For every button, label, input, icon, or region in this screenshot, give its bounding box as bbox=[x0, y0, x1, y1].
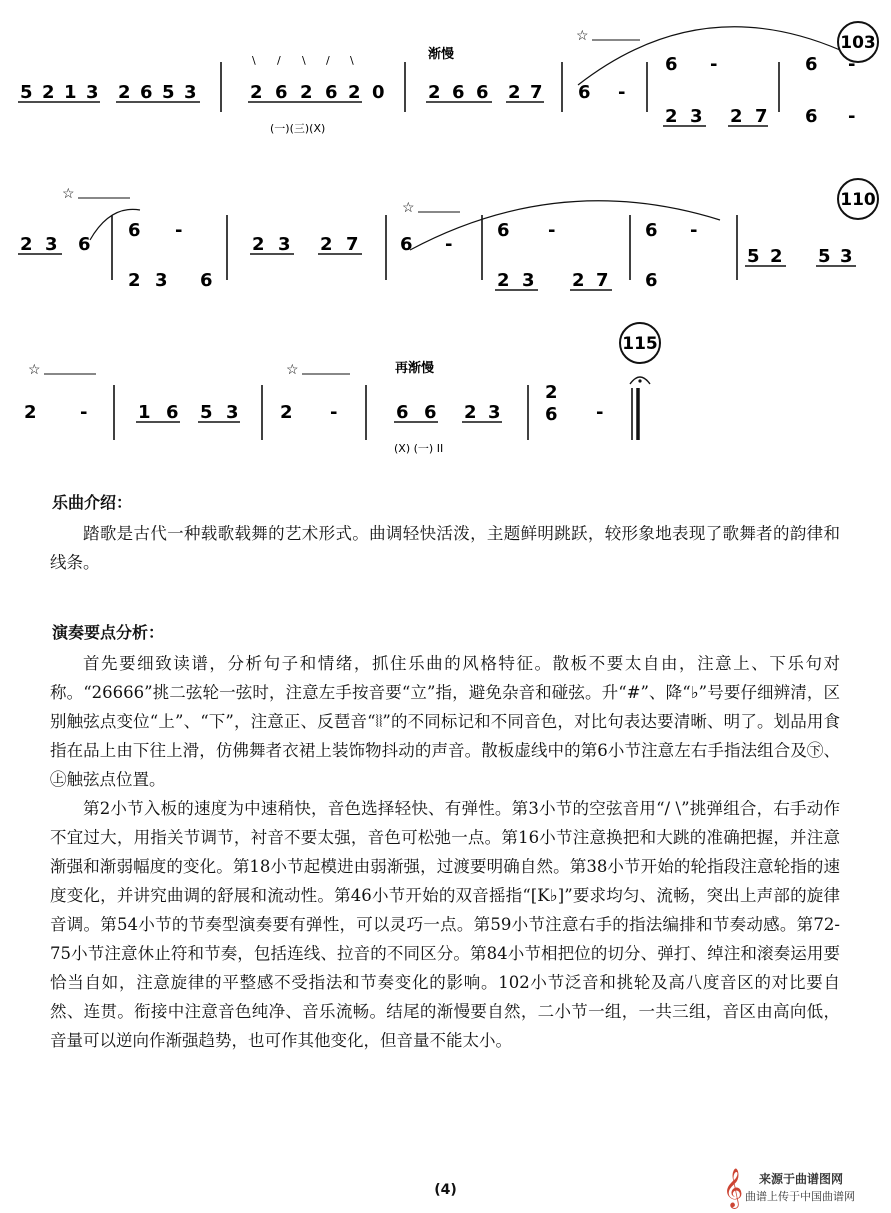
svg-text:3: 3 bbox=[488, 402, 501, 423]
svg-text:-: - bbox=[80, 402, 88, 423]
notes-row2 bbox=[20, 220, 853, 291]
intro-heading: 乐曲介绍： bbox=[52, 493, 133, 512]
treble-clef-icon: 𝄞 bbox=[723, 1168, 744, 1208]
svg-text:\: \ bbox=[252, 54, 256, 67]
watermark bbox=[723, 1166, 883, 1210]
star-mark: ☆ bbox=[576, 28, 589, 44]
analysis-section bbox=[50, 649, 840, 1055]
svg-text:3: 3 bbox=[690, 106, 703, 127]
svg-text:☆: ☆ bbox=[28, 362, 41, 378]
svg-text:7: 7 bbox=[755, 106, 768, 127]
svg-text:2: 2 bbox=[572, 270, 585, 291]
svg-text:\: \ bbox=[350, 54, 354, 67]
svg-text:6: 6 bbox=[476, 82, 489, 103]
notes-row3 bbox=[24, 382, 603, 425]
svg-text:2: 2 bbox=[252, 234, 265, 255]
svg-text:1: 1 bbox=[64, 82, 77, 103]
svg-text:6: 6 bbox=[325, 82, 338, 103]
bar-lines-row3 bbox=[114, 385, 638, 440]
svg-text:2: 2 bbox=[348, 82, 361, 103]
svg-text:5: 5 bbox=[747, 246, 760, 267]
svg-text:2: 2 bbox=[665, 106, 678, 127]
beams-row2 bbox=[18, 254, 856, 290]
notes-row1 bbox=[20, 54, 855, 127]
svg-text:5: 5 bbox=[818, 246, 831, 267]
svg-text:6: 6 bbox=[452, 82, 465, 103]
measure-number-110 bbox=[838, 179, 878, 219]
svg-text:2: 2 bbox=[497, 270, 510, 291]
svg-text:2: 2 bbox=[118, 82, 131, 103]
svg-text:6: 6 bbox=[400, 234, 413, 255]
svg-text:6: 6 bbox=[128, 220, 141, 241]
measure-number-text: 103 bbox=[840, 33, 876, 53]
svg-text:3: 3 bbox=[840, 246, 853, 267]
svg-text:3: 3 bbox=[278, 234, 291, 255]
watermark-line-2: 曲谱上传于中国曲谱网 bbox=[745, 1190, 855, 1203]
tempo-mark-slower: 再渐慢 bbox=[395, 361, 435, 376]
svg-text:/: / bbox=[326, 54, 330, 67]
svg-text:3: 3 bbox=[86, 82, 99, 103]
watermark-line-1: 来源于曲谱图网 bbox=[759, 1172, 844, 1186]
svg-text:2: 2 bbox=[128, 270, 141, 291]
svg-text:2: 2 bbox=[545, 382, 558, 403]
svg-text:6: 6 bbox=[805, 106, 818, 127]
svg-text:6: 6 bbox=[140, 82, 153, 103]
svg-text:6: 6 bbox=[545, 404, 558, 425]
svg-text:(X) (一) II: (X) (一) II bbox=[394, 442, 444, 455]
svg-text:-: - bbox=[848, 54, 856, 75]
svg-text:6: 6 bbox=[497, 220, 510, 241]
svg-text:2: 2 bbox=[428, 82, 441, 103]
svg-text:-: - bbox=[710, 54, 718, 75]
svg-text:☆: ☆ bbox=[286, 362, 299, 378]
svg-text:6: 6 bbox=[645, 270, 658, 291]
intro-paragraph: 踏歌是古代一种载歌载舞的艺术形式。曲调轻快活泼，主题鲜明跳跃，较形象地表现了歌舞者的韵律和线条。 bbox=[50, 524, 840, 572]
svg-text:☆: ☆ bbox=[62, 186, 75, 202]
svg-text:7: 7 bbox=[596, 270, 609, 291]
svg-text:2: 2 bbox=[250, 82, 263, 103]
analysis-paragraph-2: 第2小节入板的速度为中速稍快，音色选择轻快、有弹性。第3小节的空弦音用“/ \”挑弹组合，右手动作不宜过大，用指关节调节，衬音不要太强，音色可松弛一点。第16小节注意换把和大跳的准确把握，并注意渐强和渐弱幅度的变化。第18小节起模进由弱渐强，过渡要明确自然。第38小节开始的轮指段注意轮指的速度变化，并讲究曲调的舒展和流动性。第46小节开始的双音摇指“[K♭]”要求均匀、流畅，突出上声部的旋律音调。第54小节的节奏型演奏要有弹性，可以灵巧一点。第59小节注意右手的指法编排和节奏动感。第72-75小节注意休止符和节奏，包括连线、拉音的不同区分。第84小节相把位的切分、弹打、绰注和滚奏运用要恰当自如，注意旋律的平整感不受指法和节奏变化的影响。102小节泛音和挑轮及高八度音区的对比要自然、连贯。衔接中注意音色纯净、音乐流畅。结尾的渐慢要自然，二小节一组，一共三组，音区由高向低，音量可以逆向作渐强趋势，也可作其他变化，但音量不能太小。 bbox=[50, 799, 840, 1050]
svg-text:6: 6 bbox=[665, 54, 678, 75]
svg-text:2: 2 bbox=[280, 402, 293, 423]
svg-text:6: 6 bbox=[166, 402, 179, 423]
svg-text:6: 6 bbox=[200, 270, 213, 291]
svg-text:2: 2 bbox=[320, 234, 333, 255]
analysis-paragraph-1: 首先要细致读谱，分析句子和情绪，抓住乐曲的风格特征。散板不要太自由，注意上、下乐句对称。“26666”挑二弦轮一弦时，注意左手按音要“立”指，避免杂音和碰弦。升“#”、降“♭”号要仔细辨清，区别触弦点变位“上”、“下”，注意正、反琶音“⦚⦚”的不同标记和不同音色，对比句表达要清晰、明了。划品用食指在品上由下往上滑，仿佛舞者衣裙上装饰物抖动的声音。散板虚线中的第6小节注意左右手指法组合及㊦、㊤触弦点位置。 bbox=[50, 654, 840, 789]
svg-text:7: 7 bbox=[346, 234, 359, 255]
fingering-row3 bbox=[394, 442, 443, 455]
svg-text:-: - bbox=[445, 234, 453, 255]
svg-text:2: 2 bbox=[24, 402, 37, 423]
svg-text:3: 3 bbox=[184, 82, 197, 103]
svg-text:3: 3 bbox=[522, 270, 535, 291]
analysis-heading: 演奏要点分析： bbox=[52, 623, 165, 642]
measure-number-115 bbox=[620, 323, 660, 363]
svg-text:2: 2 bbox=[508, 82, 521, 103]
svg-text:6: 6 bbox=[424, 402, 437, 423]
svg-text:1: 1 bbox=[138, 402, 151, 423]
svg-text:6: 6 bbox=[578, 82, 591, 103]
intro-section bbox=[50, 519, 840, 577]
svg-text:115: 115 bbox=[622, 334, 658, 354]
svg-text:5: 5 bbox=[200, 402, 213, 423]
svg-text:-: - bbox=[848, 106, 856, 127]
svg-text:-: - bbox=[596, 402, 604, 423]
svg-text:6: 6 bbox=[78, 234, 91, 255]
svg-text:6: 6 bbox=[805, 54, 818, 75]
svg-text:0: 0 bbox=[372, 82, 385, 103]
svg-text:-: - bbox=[690, 220, 698, 241]
svg-text:☆: ☆ bbox=[402, 200, 415, 216]
svg-text:/: / bbox=[277, 54, 281, 67]
svg-text:\: \ bbox=[302, 54, 306, 67]
beams-row1 bbox=[18, 102, 768, 126]
svg-text:7: 7 bbox=[530, 82, 543, 103]
svg-text:-: - bbox=[548, 220, 556, 241]
svg-text:6: 6 bbox=[275, 82, 288, 103]
svg-text:-: - bbox=[330, 402, 338, 423]
score-svg bbox=[0, 0, 891, 480]
slur bbox=[578, 27, 840, 85]
svg-text:-: - bbox=[175, 220, 183, 241]
svg-text:5: 5 bbox=[162, 82, 175, 103]
svg-text:6: 6 bbox=[645, 220, 658, 241]
music-score bbox=[0, 0, 891, 480]
svg-text:3: 3 bbox=[226, 402, 239, 423]
svg-text:5: 5 bbox=[20, 82, 33, 103]
svg-text:3: 3 bbox=[155, 270, 168, 291]
page-number: (4) bbox=[434, 1182, 457, 1198]
measure-number-103 bbox=[838, 22, 878, 62]
tempo-mark-slowing: 渐慢 bbox=[428, 47, 455, 62]
svg-text:(一)(三)(X): (一)(三)(X) bbox=[270, 122, 326, 135]
svg-text:6: 6 bbox=[396, 402, 409, 423]
svg-text:2: 2 bbox=[42, 82, 55, 103]
svg-text:2: 2 bbox=[20, 234, 33, 255]
svg-text:-: - bbox=[618, 82, 626, 103]
svg-text:2: 2 bbox=[770, 246, 783, 267]
svg-text:2: 2 bbox=[464, 402, 477, 423]
svg-text:2: 2 bbox=[300, 82, 313, 103]
svg-text:3: 3 bbox=[45, 234, 58, 255]
svg-text:2: 2 bbox=[730, 106, 743, 127]
svg-text:110: 110 bbox=[840, 190, 876, 210]
